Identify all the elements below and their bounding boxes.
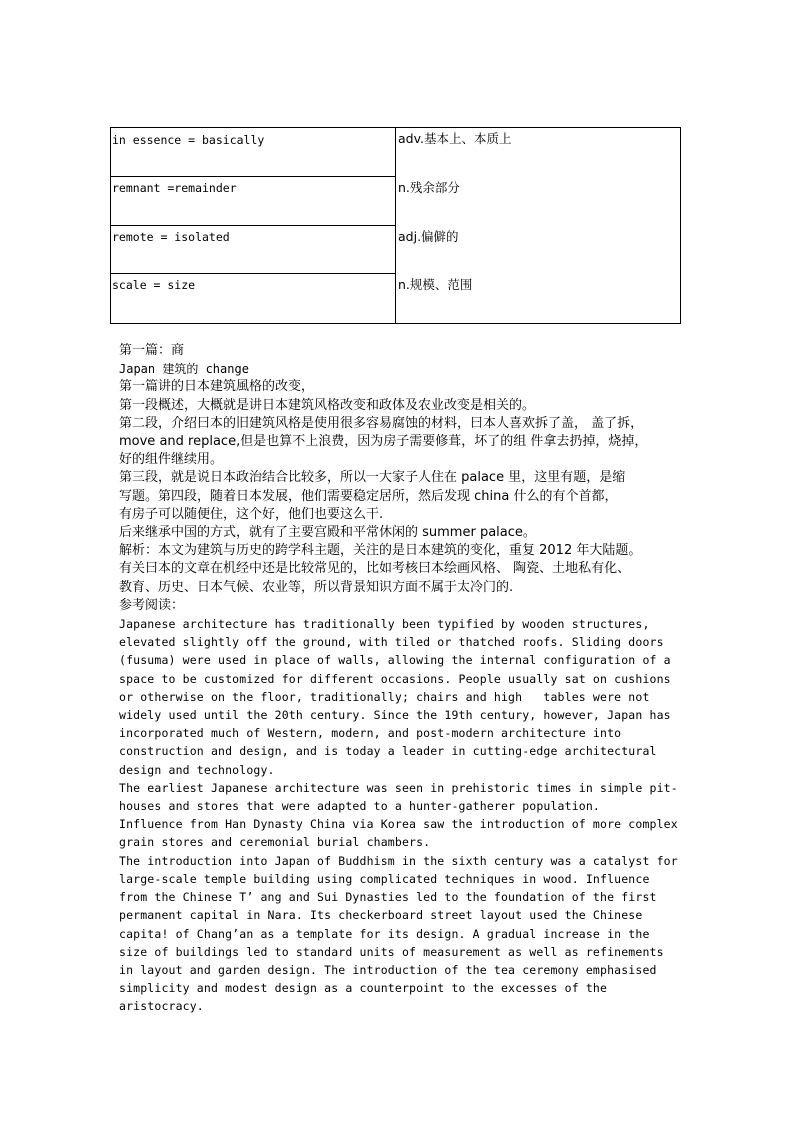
passage-line: design and technology. — [119, 762, 275, 777]
analysis-line: 解析：本文为建筑与历史的跨学科主题，关注的是日本建筑的变化，重复 2012 年大陆题。 — [119, 543, 642, 559]
passage-line: widely used until the 20th century. Since the 19th century, however, Japan has — [119, 708, 671, 723]
passage-line: space to be customized for different occasions. People usually sat on cushions — [119, 671, 671, 686]
vocab-terms-column — [111, 128, 396, 323]
vocab-term: scale = size — [112, 278, 196, 292]
note-line: 第二段，介绍曰本的旧建筑风格是使用很多容易腐蚀的材料，曰本人喜欢拆了盖， 盖了拆， — [119, 415, 644, 431]
note-line: 好的组件继续用。 — [119, 452, 224, 468]
passage-line: Influence from Han Dynasty China via Korea saw the introduction of more complex — [119, 817, 678, 832]
row-divider — [111, 176, 395, 177]
passage-line: permanent capital in Nara. Its checkerboard street layout used the Chinese — [119, 908, 643, 923]
passage-line: simplicity and modest design as a counterpoint to the excesses of the — [119, 981, 608, 996]
passage-line: from the Chinese T’ ang and Sui Dynasties led to the foundation of the first — [119, 890, 657, 905]
document-body — [119, 342, 689, 1016]
passage-line: grain stores and ceremonial burial chambers. — [119, 835, 431, 850]
note-line: 写题。第四段，随着日本发展，他们需要稳定居所，然后发现 china 什么的有个首都， — [119, 488, 618, 504]
passage-line: The introduction into Japan of Buddhism in the sixth century was a catalyst for — [119, 853, 678, 868]
vocab-meaning: adv.基本上、本质上 — [398, 131, 512, 146]
passage-line: in layout and garden design. The introduction of the tea ceremony emphasised — [119, 962, 657, 977]
row-divider — [111, 225, 395, 226]
passage-line: large-scale temple building using complicated techniques in wood. Influence — [119, 871, 650, 886]
note-line: 后来继承中国的方式，就有了主要宫殿和平常休闲的 summer palace。 — [119, 525, 536, 541]
passage-line: incorporated much of Western, modern, and post-modern architecture into — [119, 726, 622, 741]
reference-passage — [119, 615, 689, 1015]
vocab-meaning: n.规模、范围 — [398, 277, 473, 292]
vocab-term: remote = isolated — [112, 230, 230, 244]
note-line: 第一段概述，大概就是讲日本建筑风格改变和政体及农业改变是相关的。 — [119, 397, 536, 413]
row-divider — [111, 273, 395, 274]
note-line: 第三段，就是说日本政治结合比较多，所以一大家子人住在 palace 里，这里有题，是缩 — [119, 470, 626, 486]
passage-line: construction and design, and is today a leader in cutting-edge architectural — [119, 744, 657, 759]
passage-line: aristocracy. — [119, 999, 204, 1014]
passage-line: houses and stores that were adapted to a hunter-gatherer population. — [119, 799, 601, 814]
vocabulary-table — [110, 127, 681, 324]
analysis-line: 教育、历史、日本气候、农业等，所以背景知识方面不属于太冷门的. — [119, 579, 514, 595]
note-line: 第一篇讲的日本建筑風格的改变， — [119, 379, 315, 395]
vocab-term: remnant =remainder — [112, 181, 237, 195]
passage-line: elevated slightly off the ground, with tiled or thatched roofs. Sliding doors — [119, 635, 664, 650]
passage-line: (fusuma) were used in place of walls, allowing the internal configuration of a — [119, 653, 671, 668]
passage-line: The earliest Japanese architecture was seen in prehistoric times in simple pit- — [119, 780, 678, 795]
section-topic: Japan 建筑的 change — [119, 362, 249, 377]
note-line: 有房子可以随便住，这个好，他们也要这么干. — [119, 506, 384, 522]
passage-line: or otherwise on the floor, traditionally; chairs and high tables were not — [119, 689, 650, 704]
passage-line: Japanese architecture has traditionally been typified by wooden structures, — [119, 617, 650, 632]
reference-reading-heading: 参考阅读： — [119, 597, 185, 613]
passage-line: capita! of Chang’an as a template for its design. A gradual increase in the — [119, 926, 650, 941]
vocab-term: in essence = basically — [112, 133, 265, 147]
note-line: move and replace,但是也算不上浪费，因为房子需要修葺，坏了的组 件拿去扔掉，烧掉， — [119, 434, 648, 450]
vocab-meaning: adj.偏僻的 — [398, 229, 459, 244]
passage-line: size of buildings led to standard units of measurement as well as refinements — [119, 944, 664, 959]
section-heading: 第一篇：商 — [119, 343, 185, 358]
vocab-meaning: n.残余部分 — [398, 180, 460, 195]
analysis-line: 有关曰本的文章在机经中还是比较常见的，比如考核曰本绘画风格、 陶瓷、土地私有化、 — [119, 561, 631, 577]
